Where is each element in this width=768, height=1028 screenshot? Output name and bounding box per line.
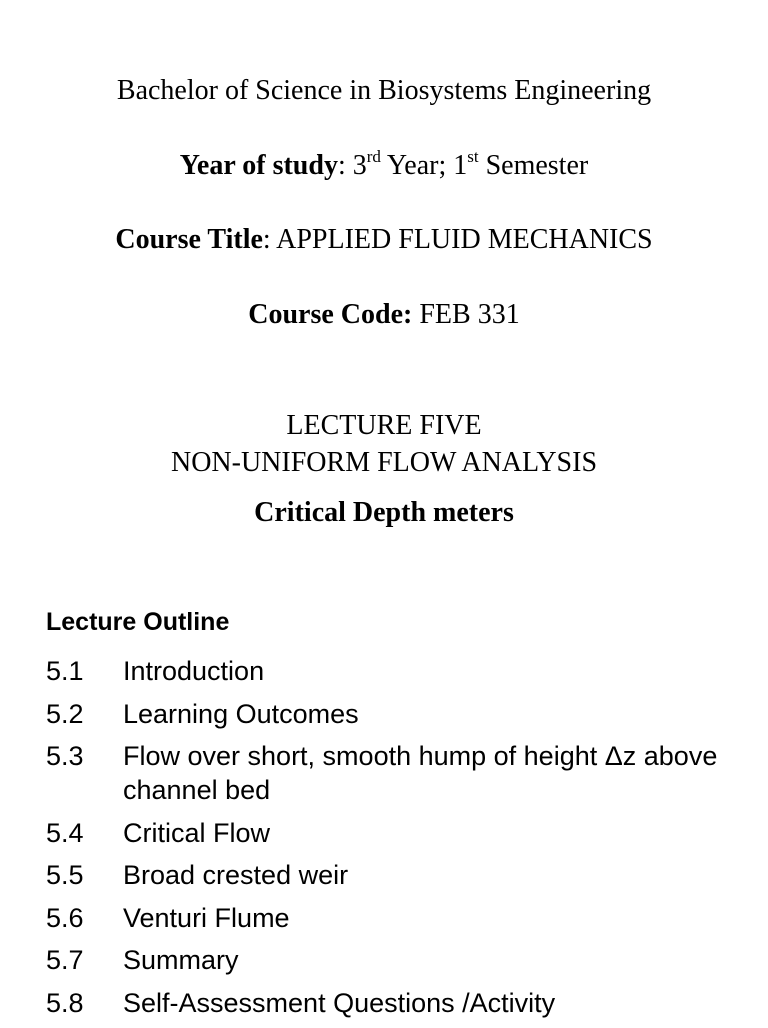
item-text: Introduction — [123, 656, 265, 686]
item-text: Venturi Flume — [123, 902, 290, 933]
year-text: Year; — [380, 150, 454, 181]
item-text: Self-Assessment Questions /Activity — [123, 987, 556, 1018]
lecture-topic: NON-UNIFORM FLOW ANALYSIS — [170, 447, 598, 478]
semester-text: Semester — [478, 150, 589, 181]
item-number: 5.3 — [46, 741, 84, 771]
list-item — [46, 858, 746, 892]
item-text: Broad crested weir — [123, 860, 349, 890]
item-number: 5.2 — [46, 698, 84, 729]
course-code-label: Course Code: — [248, 299, 413, 330]
lecture-subtopic — [0, 496, 768, 530]
list-item — [46, 901, 746, 935]
item-number: 5.6 — [46, 902, 84, 933]
year-ordinal: rd — [366, 146, 381, 166]
year-of-study — [0, 146, 768, 183]
list-item — [46, 739, 746, 807]
list-item — [46, 943, 746, 977]
item-number: 5.7 — [46, 945, 84, 975]
list-item — [46, 697, 746, 731]
semester-number: 1 — [453, 150, 468, 181]
course-code — [0, 298, 768, 332]
year-number: 3 — [352, 150, 367, 181]
item-number: 5.5 — [46, 860, 84, 890]
item-text: Critical Flow — [123, 817, 271, 848]
outline-heading: Lecture Outline — [46, 608, 230, 636]
list-item — [46, 986, 746, 1020]
year-label: Year of study — [179, 150, 338, 181]
lecture-subtopic-text: Critical Depth meters — [254, 497, 514, 528]
semester-ordinal: st — [467, 146, 479, 166]
outline-list — [46, 654, 746, 1028]
course-title — [0, 223, 768, 257]
item-number: 5.8 — [46, 987, 84, 1018]
item-text: Learning Outcomes — [123, 698, 359, 729]
item-text: Flow over short, smooth hump of height Δz above channel bed — [123, 741, 718, 805]
list-item — [46, 816, 746, 850]
item-number: 5.4 — [46, 817, 84, 848]
lecture-number: LECTURE FIVE — [286, 410, 482, 441]
course-code-value: FEB 331 — [412, 299, 520, 330]
list-item — [46, 654, 746, 688]
course-title-label: Course Title — [115, 224, 263, 255]
degree-program: Bachelor of Science in Biosystems Engineering — [116, 75, 652, 106]
item-number: 5.1 — [46, 656, 84, 686]
item-text: Summary — [123, 945, 239, 975]
course-title-value: : APPLIED FLUID MECHANICS — [262, 224, 653, 255]
year-colon: : — [337, 150, 353, 181]
